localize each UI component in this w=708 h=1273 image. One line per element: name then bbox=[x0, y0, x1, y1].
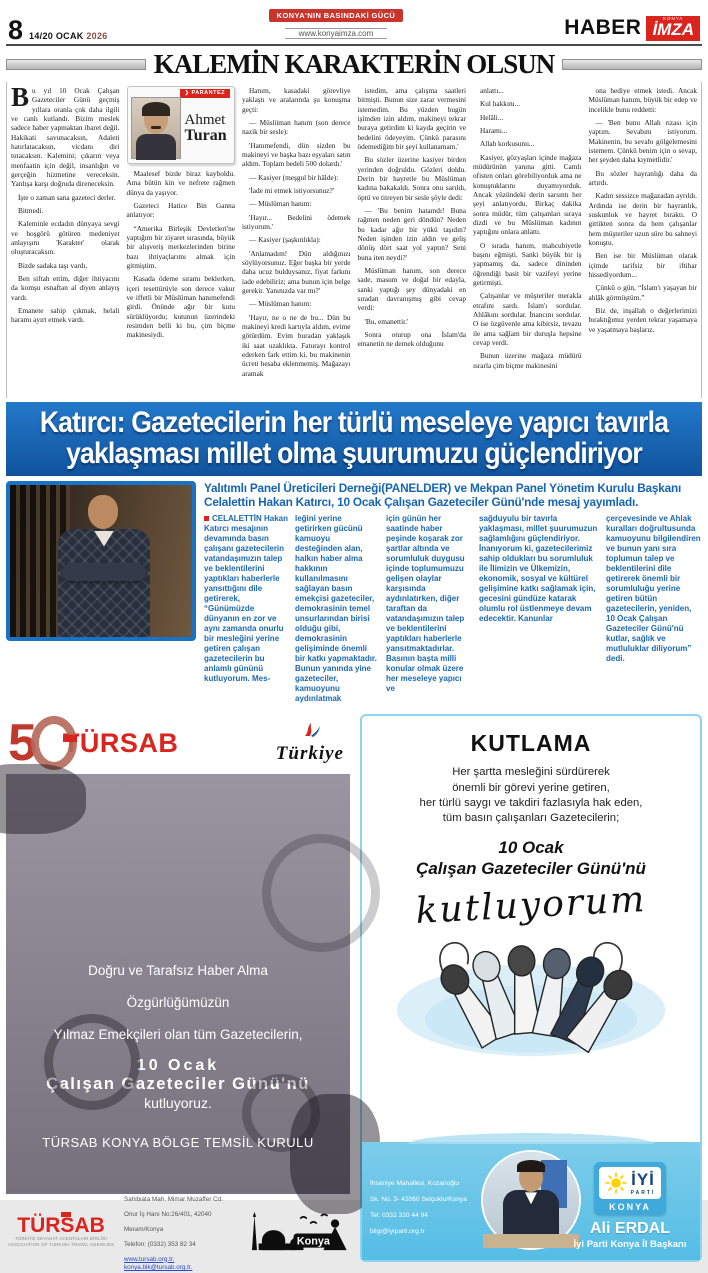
masthead-left bbox=[8, 15, 108, 45]
paragraph: Kasiyer, gözyaşları içinde mağaza müdürünün yanına gitti. Camlı ofisten onları görebiliyorduk ama ne konuştuklarını duyamıyorduk. Ancak yüzündeki derin sarsıntı her şeyi anlatıyordu. Birkaç dakika sonra müdür, tüm çalışanları sıraya dizdi ve bu Müslüman kadının yaptığını onlara anlattı. bbox=[473, 152, 582, 237]
paragraph: Kasada ödeme sıramı beklerken, içeri tesettürüyle son derece vakur ve iffetli bir Müslüman hanımefendi girdi. Önünde ağır bir kutu sürüklüyordu; kutunun üzerindeki resimden belli ki bu, çim biçme makinesiydi. bbox=[126, 274, 235, 340]
paragraph: önemli bir görevi yerine getiren, bbox=[452, 781, 610, 794]
author-photo bbox=[131, 97, 181, 159]
paragraph: Meram/Konya bbox=[124, 1225, 164, 1233]
paragraph: Sonra oturup ona İslam'da emanetin ne demek olduğunu bbox=[357, 329, 466, 349]
page-number: 8 bbox=[8, 15, 24, 45]
paragraph: Bu yıl 10 Ocak Çalışan Gazeteciler Günü geçmiş yıllara oranla çok daha ilgili ve canlı kutlandı. Bizim meslek sadece haber yapmaktan ibaret değil. Hakikati savunacaksın, Adaleti hatırlatacaksın, vicdanı diri tutacaksın. Kalemini; çıkarın veya menfaatin için değil, insanlığın ve gerçeğin hizmetine vereceksin. Yanlışa karşı doğruda direneceksin. bbox=[11, 82, 120, 189]
konya-logo-text: Konya bbox=[296, 1235, 330, 1248]
masthead-right bbox=[564, 16, 700, 42]
column-label bbox=[180, 89, 230, 98]
paragraph: Doğru ve Tarafsız Haber Alma bbox=[88, 963, 268, 979]
kutlama-message bbox=[362, 765, 700, 826]
paragraph: Telefon: (0332) 353 82 34 bbox=[124, 1240, 196, 1248]
tursab-org-line1: TÜRKİYE SEYAHAT ACENTALARI BİRLİĞİ bbox=[15, 1236, 107, 1242]
paragraph: Allah korkusunu... bbox=[480, 139, 535, 149]
article2-columns bbox=[204, 514, 702, 704]
katirci-photo-head bbox=[88, 495, 118, 529]
masthead-center bbox=[108, 5, 565, 41]
author-inner bbox=[131, 97, 232, 159]
iyi-province: KONYA bbox=[609, 1202, 651, 1213]
article2-column-4: sağduyulu bir tavırla yaklaşması, millet şuurumuzun sağlamlığını güçlendiriyor. İnanıyorum ki, gazetecilerimiz sahip oldukları bu sorumluluk ile İlimizin ve Ülkemizin, ekonomik, sosyal ve kültürel gelişimine katkı sağlamak için, gecesini gündüze katarak olumlu rol üstlenmeye devam edecektir. Kanunlar bbox=[479, 514, 598, 624]
paragraph: Çünkü o gün, “İslam'ı yaşayan bir ahlâk görmüştüm.” bbox=[588, 283, 697, 302]
person-title: İyi Parti Konya İl Başkanı bbox=[573, 1239, 687, 1251]
article1-column-2 bbox=[127, 86, 236, 398]
author-photo-hair bbox=[142, 102, 170, 116]
tursab-ad-day: 10 Ocak bbox=[136, 1057, 220, 1075]
masthead bbox=[6, 3, 702, 46]
author-last-name: Turan bbox=[184, 126, 227, 144]
kutlama-title: KUTLAMA bbox=[470, 730, 592, 757]
imza-logo-region: KONYA bbox=[663, 15, 684, 21]
paragraph: O sırada hanım, mahcubiyetle başını eğmişti. Sanki büyük bir iş yapmamış da, sadece dininden öğrendiği basit bir vazifeyi yerine getirmişti. bbox=[473, 240, 582, 287]
paragraph: Müslüman hanım, son derece sade, masum ve doğal bir edayla, sanki yaptığı şey dünyadaki en sıradan davranışmış gibi cevap verdi: bbox=[357, 265, 466, 313]
tursab-footer-logo bbox=[6, 1215, 116, 1247]
author-photo-mustache bbox=[151, 126, 161, 129]
slogan-badge: KONYA'NIN BASINDAKİ GÜCÜ bbox=[269, 9, 404, 22]
issue-date-range: 14/20 OCAK bbox=[29, 31, 84, 41]
turkiye-logo bbox=[276, 722, 344, 765]
article1-title: KALEMİN KARAKTERİN OLSUN bbox=[153, 49, 555, 79]
author-box bbox=[127, 86, 236, 164]
paragraph: “Amerika Birleşik Devletleri'ne yaptığım bir ziyaret sırasında, büyük bir alışveriş merkezlerinden birine bazı ihtiyaçlarımı almak için gitmiştim. bbox=[126, 223, 235, 270]
paragraph: ona hediye etmek istedi. Ancak Müslüman hanım, büyük bir edep ve incelikle bunu reddetti: bbox=[588, 86, 697, 114]
issue-year: 2026 bbox=[86, 31, 108, 41]
paragraph: 'Hayır... Bedelini ödemek istiyorum.' bbox=[242, 212, 351, 231]
paragraph: — 'Bu benim hatamdı! Buna rağmen neden geri döndün? Neden bu kadar ağır bir yükü taşıdın? Neden işinden izin aldın ve geliş dönüş dört saat yol yaptın? Seni buna iten neydi?' bbox=[357, 205, 466, 262]
article1-title-row bbox=[6, 49, 702, 80]
article2-column-1-text: Hakan Katırcı mesajının devamında basın çalışanı gazetecilerin vatandaşımızın talep ve beklentilerini yaptıkları haberlerle yansıttığını dile getirerek, “Günümüzde dünyanın en zor ve aynı zamanda onurlu bir mesleğini yerine getiren çalışan gazetecilerin bu anlamlı gününü kutluyorum. Mes- bbox=[204, 514, 289, 684]
paragraph: Kaleminle ecdadın dünyaya sevgi ve hoşgörü götüren medeniyet anlayışını 'Karakter' olarak oluşturacaksın. bbox=[11, 219, 120, 257]
kutlama-script-word: kutluyorum bbox=[414, 879, 648, 933]
paragraph: Ben siftah ettim, diğer ihtiyacını da komşu esnaftan al diyen anlayış vardı. bbox=[11, 273, 120, 302]
arrow-icon: ❯ bbox=[184, 90, 190, 96]
paragraph: — Kasiyer (şaşkınlıkla): bbox=[249, 235, 321, 245]
paragraph: Bizde sadaka taşı vardı. bbox=[18, 260, 88, 270]
erdal-photo-hair bbox=[517, 1160, 545, 1172]
tursab-website-link[interactable]: www.tursab.org.tr. bbox=[124, 1255, 175, 1263]
paragraph: Kadın sessizce mağazadan ayrıldı. Ardında ise derin bir hayranlık, suskunluk ve hayret bıraktı. O gittikten sonra da hem çalışanlar hem müşteriler uzun süre bu sahneyi konuştu. bbox=[588, 191, 697, 247]
paragraph: Biz de, inşallah o değerlerimizi bıraktığımız yerden tekrar yaşamaya ve yaşatmaya başlarız. bbox=[588, 305, 697, 334]
issue-date bbox=[29, 31, 108, 41]
paragraph: — 'Ben bunu Allah rızası için yaptım. Sevabını istiyorum. Makinenin, bu sevabı gölgelemesini istemem. Çünkü benim için o sevap, her şeyden daha kıymetlidir.' bbox=[588, 117, 697, 165]
paragraph: tüm basın çalışanları Gazetecilerin; bbox=[442, 812, 620, 825]
paragraph: Bu sözler üzerine kasiyer birden yerinden doğruldu. Gözleri doldu. Derin bir hayretle bu Müslüman kadına bakakaldı. Sonra onu sarıldı, öptü ve titreyen bir sesle şöyle dedi: bbox=[357, 155, 466, 202]
anniversary-ring-icon bbox=[31, 716, 77, 770]
paragraph: Bunun üzerine mağaza müdürü ısrarla çim biçme makinesini bbox=[473, 351, 582, 370]
tulip-icon bbox=[297, 722, 323, 738]
paragraph: Sahibiata Mah. Mimar Muzaffer Cd. bbox=[124, 1196, 223, 1204]
paragraph: bilgi@iyiparti.org.tr bbox=[370, 1227, 425, 1235]
iyi-party-sub: PARTİ bbox=[630, 1190, 656, 1197]
paragraph: Emanete sahip çıkmak, helali haramı ayırt etmek vardı. bbox=[11, 305, 120, 325]
tursab-address bbox=[124, 1190, 234, 1272]
author-first-name: Ahmet bbox=[184, 111, 226, 128]
iyi-party-logo-tile bbox=[594, 1162, 667, 1215]
iyi-address bbox=[370, 1172, 467, 1242]
paragraph: istedim, ama çalışma saatleri bitmişti. Bunun size zarar vermesini istemedim. Bu yüzden bugün işimden izin aldım, makineyi tekrar buraya getirdim ki kayda geçirin ve bedelini ödeyeyim. Çünkü parasını ödemediğim bir şeyi kullanamam.' bbox=[357, 86, 466, 151]
paragraph: Bitmedi. bbox=[18, 205, 44, 215]
article1-column-1 bbox=[11, 82, 120, 398]
tursab-email-link[interactable]: konya.blk@tursab.org.tr. bbox=[124, 1264, 193, 1272]
paragraph: Bu sözler hayranlığı daha da artırdı. bbox=[588, 168, 697, 187]
title-divider-left bbox=[6, 59, 146, 70]
paragraph: Kul hakkını... bbox=[480, 99, 521, 109]
turkiye-logo-text: Türkiye bbox=[275, 742, 344, 764]
article1-column-3 bbox=[242, 86, 351, 398]
tursab-footer-logo-name: TÜRSAB bbox=[17, 1214, 105, 1238]
article2-content bbox=[204, 481, 702, 705]
paragraph: Özgürlüğümüzün bbox=[126, 995, 230, 1011]
imza-logo bbox=[646, 16, 700, 42]
tursab-ad-closing: kutluyoruz. bbox=[144, 1095, 212, 1112]
kutlama-event: Çalışan Gazeteciler Günü'nü bbox=[416, 858, 646, 878]
konya-skyline-icon bbox=[242, 1210, 350, 1252]
paragraph: — Müslüman hanım (son derece nazik bir sesle): bbox=[242, 117, 351, 137]
article1-body bbox=[6, 82, 702, 398]
paragraph: 'Bu, emanettir.' bbox=[364, 316, 409, 326]
photo-shadow-blob bbox=[0, 764, 86, 834]
iyi-party-block bbox=[570, 1162, 690, 1250]
tursab-ad-photo-area bbox=[6, 774, 350, 1194]
paragraph: — Müslüman hanım: bbox=[249, 199, 312, 209]
iyi-address-lines bbox=[370, 1179, 467, 1236]
tursab-org-lines bbox=[6, 1236, 116, 1247]
paragraph: Her şartta mesleğini sürdürerek bbox=[452, 766, 610, 779]
paragraph: Tel: 0332 320 44 94 bbox=[370, 1211, 428, 1219]
website-link[interactable]: www.konyaimza.com bbox=[285, 28, 388, 39]
paragraph: Çalışanlar ve müşteriler merakla etrafını sardı. İslam'ı sordular. Ahlâkını sordular. İnancını sordular. O ise özgüvenle ama kibirsiz, tevazu ile ama sağlam bir duruşla hepsine cevap verdi. bbox=[473, 291, 582, 347]
paragraph: İhsaniye Mahallesi, Kozanoğlu bbox=[370, 1180, 460, 1188]
tursab-ad-event: Çalışan Gazeteciler Günü'nü bbox=[46, 1075, 310, 1094]
microphones-illustration bbox=[362, 922, 700, 1077]
article2-body bbox=[6, 476, 702, 709]
article2-column-2: leğini yerine getirirken gücünü kamuoyu desteğinden alan, halkın haber alma hakkının kullanılmasını sağlayan basın emekçisi gazeteciler, demokrasinin temel unsurlarından birisi olduğu gibi, demokrasinin gelişiminde önemli bir katkı yapmaktadır. Bunun yanında yine gazeteciler, kamuoyunu aydınlatmak bbox=[295, 514, 377, 704]
title-divider-right bbox=[562, 59, 702, 70]
tursab-logo-main bbox=[62, 727, 179, 758]
paragraph: Ben ise bir Müslüman olarak içimde tarifsiz bir iftihar hissediyordum... bbox=[588, 251, 697, 279]
paragraph: Maalesef bizde biraz kayboldu. Ama bütün kin ve nefrete rağmen dünya da yaşıyor. bbox=[126, 169, 235, 197]
iyi-party-logo bbox=[599, 1167, 662, 1199]
paragraph: 'Hanımefendi, dün sizden bu makineyi ve başka bazı eşyaları satın aldım. Toplam bedeli 500 dolardı.' bbox=[242, 140, 351, 169]
article2-column-1 bbox=[204, 514, 288, 704]
katirci-photo bbox=[6, 481, 196, 641]
paragraph: Hanım, kasadaki görevliye yaklaştı ve aralarında şu konuşma geçti: bbox=[242, 86, 351, 114]
tursab-50th-logo bbox=[8, 714, 179, 773]
imza-logo-name: İMZA bbox=[652, 20, 694, 39]
article2-headline-line1: Katırcı: Gazetecilerin her türlü meseleye yapıcı tavırla bbox=[39, 405, 669, 439]
tursab-logo-name: TÜRSAB bbox=[62, 727, 179, 758]
paragraph: İşte o zaman sana gazeteci derler. bbox=[18, 192, 116, 202]
tursab-ad-message bbox=[6, 962, 350, 1044]
paragraph: Gazeteci Hatice Bin Ganna anlatıyor: bbox=[126, 200, 235, 220]
kutlama-day: 10 Ocak bbox=[498, 838, 564, 858]
tursab-address-lines bbox=[124, 1196, 234, 1249]
red-square-bullet-icon bbox=[204, 516, 209, 521]
paragraph: Yılmaz Emekçileri olan tüm Gazetecilerin, bbox=[53, 1026, 303, 1042]
paragraph: 'İade mi etmek istiyorsunuz?' bbox=[249, 185, 335, 195]
article2-column-5: çerçevesinde ve Ahlak kuralları doğrultusunda kamuoyunu bilgilendiren ve bunun yanı sıra toplumun talep ve beklentilerini dile getirerek önemli bir sorumluluğu yerine getiren bütün gazetecilerin, yeniden, 10 Ocak Çalışan Gazeteciler Günü'nü kutlar, sağlık ve mutluluklar diliyorum” dedi. bbox=[606, 514, 701, 664]
katirci-photo-arms bbox=[62, 563, 146, 581]
ali-erdal-photo bbox=[483, 1152, 579, 1248]
tursab-ad-footer bbox=[6, 1194, 350, 1272]
iyi-parti-ad bbox=[360, 714, 702, 1262]
tursab-org-line2: ASSOCIATION OF TURKISH TRAVEL AGENCIES bbox=[7, 1241, 115, 1247]
article2-headline bbox=[6, 402, 702, 476]
paragraph: Haramı... bbox=[480, 125, 508, 135]
microphones-icon bbox=[381, 922, 681, 1072]
article2-column-3: için günün her saatinde haber peşinde koşarak zor şartlar altında ve sorumluluk duygusu içinde toplumumuzu gelişen olaylar karşısında aydınlatırken, diğer taraftan da vatandaşımızın talep ve beklentilerini yaptıkları haberlerle yansıtmaktadırlar. Basının başta milli konular olmak üzere her meseleye yapıcı ve bbox=[386, 514, 465, 694]
article2-lead-name: CELALETTİN bbox=[212, 514, 262, 524]
article1-column-2-text bbox=[127, 169, 236, 340]
column-label-text: PARANTEZ bbox=[191, 90, 225, 96]
tursab-ad bbox=[6, 714, 350, 1272]
iyi-party-name bbox=[631, 1170, 656, 1196]
author-photo-body bbox=[136, 134, 176, 160]
author-name bbox=[185, 113, 227, 144]
advertisements bbox=[6, 714, 702, 1272]
paragraph: anlattı... bbox=[480, 86, 504, 95]
person-name: Ali ERDAL bbox=[590, 1220, 670, 1238]
iyi-ad-bottom-band bbox=[362, 1142, 700, 1260]
article2-headline-line2: yaklaşması millet olma şuurumuzu güçlendiriyor bbox=[66, 436, 642, 470]
paragraph: 'Hayır, ne o ne de bu... Dün bu makineyi kredi kartıyla aldım, evime götürdüm. Evim buradan yaklaşık iki saat uzaklıkta. Faturayı kontrol ederken fark ettim ki, bu makinenin ücreti hesaba eklenmemiş. Mağazayı aramak bbox=[242, 312, 351, 378]
paragraph: Onur İş Hanı No:26/401, 42040 bbox=[124, 1211, 212, 1219]
erdal-photo-desk bbox=[483, 1234, 579, 1248]
section-label: HABER bbox=[564, 16, 642, 40]
iyi-party-word: İYİ bbox=[631, 1170, 655, 1190]
paragraph: — Müslüman hanım: bbox=[249, 299, 312, 309]
anniversary-digit: 5 bbox=[8, 714, 37, 773]
paragraph: her türlü saygı ve takdiri fazlasıyla hak eden, bbox=[419, 796, 643, 809]
paragraph: 'Anlamadım! Dün aldığınızı söylüyorsunuz. Eğer başka bir yerde daha ucuz bulduysanız, fiyat farkını iade edebiliriz; ama bunun için belge gerekir. Yanınızda var mı?' bbox=[242, 248, 351, 295]
sun-icon bbox=[605, 1172, 627, 1194]
article2-subhead: Yalıtımlı Panel Üreticileri Derneği(PANELDER) ve Mekpan Panel Yönetim Kurulu Başkanı Celalettin Hakan Katırcı, 10 Ocak Çalışan Gazeteciler Günü'nde mesaj yayımladı. bbox=[204, 480, 682, 509]
paragraph: Sk. No. 3- 42060 Selçuklu/Konya bbox=[370, 1195, 467, 1203]
article1-column-4 bbox=[358, 86, 467, 398]
tursab-committee: TÜRSAB KONYA BÖLGE TEMSİL KURULU bbox=[42, 1135, 314, 1151]
article1-column-5 bbox=[473, 86, 582, 398]
paragraph: — Kasiyer (meşgul bir hâlde): bbox=[249, 172, 339, 182]
tursab-ad-header bbox=[6, 714, 350, 774]
paragraph: Helâli... bbox=[480, 112, 504, 122]
article1-column-6 bbox=[589, 86, 698, 398]
